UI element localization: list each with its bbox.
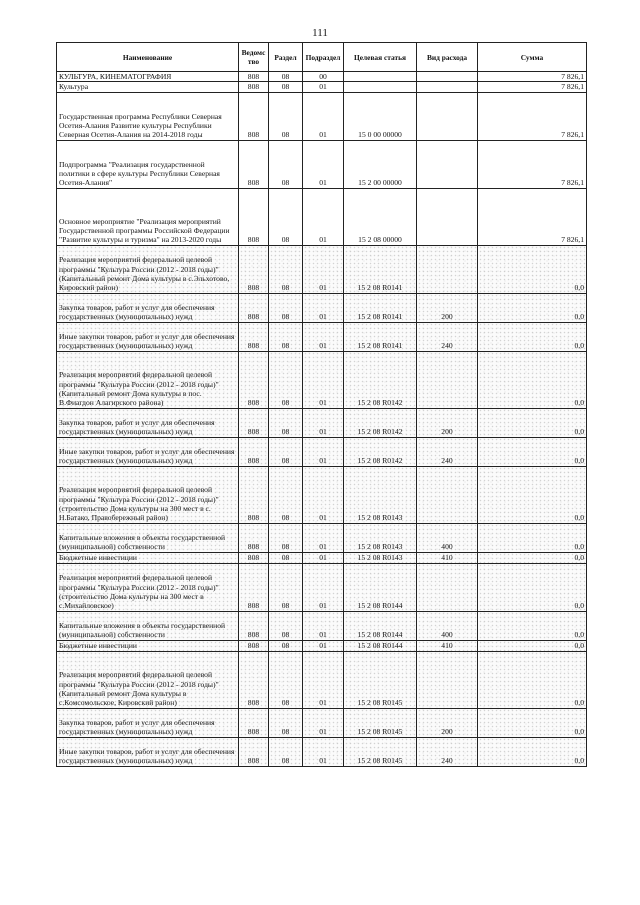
- table-row: [57, 466, 587, 523]
- table-row: [57, 651, 587, 708]
- cell-department: 808: [239, 245, 269, 293]
- cell-sum: 0,0: [478, 563, 587, 611]
- cell-name: Иные закупки товаров, работ и услуг для обеспечения государственных (муниципальных) нужд: [57, 437, 239, 466]
- cell-subsection: 01: [303, 437, 344, 466]
- cell-expense-type: 400: [417, 611, 478, 640]
- cell-expense-type: 400: [417, 523, 478, 552]
- cell-subsection: 01: [303, 651, 344, 708]
- table-row: [57, 245, 587, 293]
- cell-target: 15 2 08 R0145: [344, 651, 417, 708]
- cell-name: Реализация мероприятий федеральной целевой программы "Культура России (2012 - 2018 годы)" (строительство Дома культуры на 300 мест в с.Михайловское): [57, 563, 239, 611]
- cell-department: 808: [239, 611, 269, 640]
- table-row: [57, 708, 587, 737]
- cell-department: 808: [239, 552, 269, 563]
- cell-department: 808: [239, 437, 269, 466]
- cell-section: 08: [269, 552, 303, 563]
- cell-section: 08: [269, 351, 303, 408]
- cell-name: Бюджетные инвестиции: [57, 640, 239, 651]
- cell-expense-type: [417, 651, 478, 708]
- cell-section: 08: [269, 408, 303, 437]
- cell-name: Реализация мероприятий федеральной целевой программы "Культура России (2012 - 2018 годы)" (Капитальный ремонт Дома культуры в с.Комсомольское, Кировский район): [57, 651, 239, 708]
- cell-name: Закупка товаров, работ и услуг для обеспечения государственных (муниципальных) нужд: [57, 408, 239, 437]
- cell-department: 808: [239, 351, 269, 408]
- cell-subsection: 01: [303, 737, 344, 766]
- table-row: [57, 293, 587, 322]
- cell-subsection: 01: [303, 611, 344, 640]
- cell-section: 08: [269, 563, 303, 611]
- cell-sum: 0,0: [478, 640, 587, 651]
- cell-section: 08: [269, 140, 303, 188]
- cell-subsection: 01: [303, 708, 344, 737]
- cell-department: 808: [239, 293, 269, 322]
- cell-subsection: 01: [303, 552, 344, 563]
- cell-target: 15 2 08 R0145: [344, 737, 417, 766]
- cell-sum: 0,0: [478, 293, 587, 322]
- cell-subsection: 01: [303, 351, 344, 408]
- cell-subsection: 01: [303, 408, 344, 437]
- cell-target: [344, 82, 417, 92]
- header-subsection: Подраздел: [303, 43, 344, 72]
- cell-expense-type: [417, 72, 478, 82]
- cell-sum: 7 826,1: [478, 72, 587, 82]
- cell-section: 08: [269, 611, 303, 640]
- cell-section: 08: [269, 651, 303, 708]
- cell-target: 15 2 08 R0142: [344, 408, 417, 437]
- cell-expense-type: 200: [417, 408, 478, 437]
- header-row: [57, 43, 587, 72]
- header-target: Целевая статья: [344, 43, 417, 72]
- cell-target: 15 2 08 R0142: [344, 437, 417, 466]
- cell-expense-type: [417, 82, 478, 92]
- cell-department: 808: [239, 188, 269, 245]
- cell-department: 808: [239, 563, 269, 611]
- cell-target: 15 2 08 R0141: [344, 293, 417, 322]
- cell-sum: 0,0: [478, 523, 587, 552]
- cell-name: Иные закупки товаров, работ и услуг для обеспечения государственных (муниципальных) нужд: [57, 737, 239, 766]
- cell-section: 08: [269, 640, 303, 651]
- cell-expense-type: [417, 563, 478, 611]
- header-expense-type: Вид расхода: [417, 43, 478, 72]
- cell-sum: 7 826,1: [478, 140, 587, 188]
- cell-expense-type: [417, 351, 478, 408]
- cell-department: 808: [239, 466, 269, 523]
- cell-target: 15 2 08 00000: [344, 188, 417, 245]
- cell-name: Капитальные вложения в объекты государственной (муниципальной) собственности: [57, 611, 239, 640]
- cell-subsection: 01: [303, 640, 344, 651]
- cell-department: 808: [239, 140, 269, 188]
- cell-subsection: 01: [303, 188, 344, 245]
- cell-target: 15 2 08 R0145: [344, 708, 417, 737]
- cell-section: 08: [269, 708, 303, 737]
- cell-sum: 0,0: [478, 322, 587, 351]
- cell-name: Реализация мероприятий федеральной целевой программы "Культура России (2012 - 2018 годы)" (Капитальный ремонт Дома культуры в с.Эльхотово, Кировский район): [57, 245, 239, 293]
- table-row: [57, 72, 587, 82]
- cell-expense-type: [417, 140, 478, 188]
- budget-table: [56, 42, 587, 767]
- header-name: Наименование: [57, 43, 239, 72]
- table-row: [57, 351, 587, 408]
- cell-section: 08: [269, 92, 303, 140]
- table-row: [57, 437, 587, 466]
- cell-section: 08: [269, 245, 303, 293]
- cell-target: 15 2 08 R0144: [344, 611, 417, 640]
- cell-subsection: 01: [303, 466, 344, 523]
- cell-expense-type: [417, 188, 478, 245]
- cell-department: 808: [239, 708, 269, 737]
- cell-target: 15 2 00 00000: [344, 140, 417, 188]
- cell-department: 808: [239, 737, 269, 766]
- cell-expense-type: [417, 245, 478, 293]
- cell-name: Капитальные вложения в объекты государственной (муниципальной) собственности: [57, 523, 239, 552]
- page-number: 111: [312, 27, 328, 39]
- cell-sum: 0,0: [478, 611, 587, 640]
- cell-target: 15 2 08 R0143: [344, 466, 417, 523]
- table-row: [57, 140, 587, 188]
- cell-sum: 0,0: [478, 552, 587, 563]
- cell-expense-type: [417, 92, 478, 140]
- cell-target: 15 2 08 R0141: [344, 245, 417, 293]
- cell-expense-type: 240: [417, 322, 478, 351]
- cell-section: 08: [269, 737, 303, 766]
- cell-target: 15 2 08 R0143: [344, 552, 417, 563]
- cell-target: 15 2 08 R0144: [344, 640, 417, 651]
- cell-sum: 0,0: [478, 245, 587, 293]
- cell-section: 08: [269, 466, 303, 523]
- cell-sum: 0,0: [478, 408, 587, 437]
- cell-department: 808: [239, 72, 269, 82]
- cell-expense-type: 240: [417, 437, 478, 466]
- cell-department: 808: [239, 408, 269, 437]
- cell-name: Закупка товаров, работ и услуг для обеспечения государственных (муниципальных) нужд: [57, 708, 239, 737]
- cell-name: Закупка товаров, работ и услуг для обеспечения государственных (муниципальных) нужд: [57, 293, 239, 322]
- table-row: [57, 563, 587, 611]
- cell-name: Подпрограмма "Реализация государственной политики в сфере культуры Республики Северная Осетия-Алания": [57, 140, 239, 188]
- table-row: [57, 322, 587, 351]
- cell-expense-type: 200: [417, 293, 478, 322]
- cell-section: 08: [269, 437, 303, 466]
- cell-name: Государственная программа Республики Северная Осетия-Алания Развитие культуры Республики Северная Осетия-Алания на 2014-2018 годы: [57, 92, 239, 140]
- cell-target: 15 0 00 00000: [344, 92, 417, 140]
- table-row: [57, 408, 587, 437]
- cell-name: Бюджетные инвестиции: [57, 552, 239, 563]
- cell-sum: 0,0: [478, 351, 587, 408]
- header-sum: Сумма: [478, 43, 587, 72]
- cell-name: Реализация мероприятий федеральной целевой программы "Культура России (2012 - 2018 годы)" (строительство Дома культуры на 300 мест в с. Н.Батако, Правобережный район): [57, 466, 239, 523]
- cell-subsection: 01: [303, 92, 344, 140]
- cell-name: Основное мероприятие "Реализация мероприятий Государственной программы Российской Федерации "Развитие культуры и туризма" на 2013-2020 годы: [57, 188, 239, 245]
- cell-sum: 7 826,1: [478, 92, 587, 140]
- table-row: [57, 737, 587, 766]
- cell-subsection: 01: [303, 523, 344, 552]
- table-row: [57, 92, 587, 140]
- cell-department: 808: [239, 640, 269, 651]
- table-row: [57, 611, 587, 640]
- cell-expense-type: [417, 466, 478, 523]
- cell-department: 808: [239, 523, 269, 552]
- cell-subsection: 01: [303, 82, 344, 92]
- cell-subsection: 01: [303, 245, 344, 293]
- cell-name: Иные закупки товаров, работ и услуг для обеспечения государственных (муниципальных) нужд: [57, 322, 239, 351]
- header-department: Ведомс тво: [239, 43, 269, 72]
- cell-subsection: 00: [303, 72, 344, 82]
- table-row: [57, 82, 587, 92]
- cell-subsection: 01: [303, 563, 344, 611]
- table-row: [57, 523, 587, 552]
- cell-expense-type: 240: [417, 737, 478, 766]
- cell-section: 08: [269, 72, 303, 82]
- cell-expense-type: 410: [417, 640, 478, 651]
- cell-section: 08: [269, 293, 303, 322]
- header-section: Раздел: [269, 43, 303, 72]
- cell-target: [344, 72, 417, 82]
- table-row: [57, 640, 587, 651]
- cell-name: Реализация мероприятий федеральной целевой программы "Культура России (2012 - 2018 годы)" (Капитальный ремонт Дома культуры в пос. В.Фиагдон Алагирского района): [57, 351, 239, 408]
- cell-sum: 0,0: [478, 708, 587, 737]
- cell-department: 808: [239, 322, 269, 351]
- cell-name: Культура: [57, 82, 239, 92]
- cell-target: 15 2 08 R0141: [344, 322, 417, 351]
- cell-section: 08: [269, 322, 303, 351]
- cell-expense-type: 410: [417, 552, 478, 563]
- cell-subsection: 01: [303, 293, 344, 322]
- cell-sum: 0,0: [478, 737, 587, 766]
- cell-sum: 0,0: [478, 437, 587, 466]
- cell-expense-type: 200: [417, 708, 478, 737]
- cell-target: 15 2 08 R0142: [344, 351, 417, 408]
- cell-subsection: 01: [303, 140, 344, 188]
- table-row: [57, 188, 587, 245]
- cell-target: 15 2 08 R0144: [344, 563, 417, 611]
- cell-department: 808: [239, 92, 269, 140]
- cell-sum: 0,0: [478, 651, 587, 708]
- cell-section: 08: [269, 188, 303, 245]
- cell-subsection: 01: [303, 322, 344, 351]
- cell-name: КУЛЬТУРА, КИНЕМАТОГРАФИЯ: [57, 72, 239, 82]
- cell-sum: 0,0: [478, 466, 587, 523]
- table-row: [57, 552, 587, 563]
- cell-department: 808: [239, 651, 269, 708]
- cell-section: 08: [269, 82, 303, 92]
- cell-sum: 7 826,1: [478, 82, 587, 92]
- cell-sum: 7 826,1: [478, 188, 587, 245]
- cell-department: 808: [239, 82, 269, 92]
- cell-target: 15 2 08 R0143: [344, 523, 417, 552]
- cell-section: 08: [269, 523, 303, 552]
